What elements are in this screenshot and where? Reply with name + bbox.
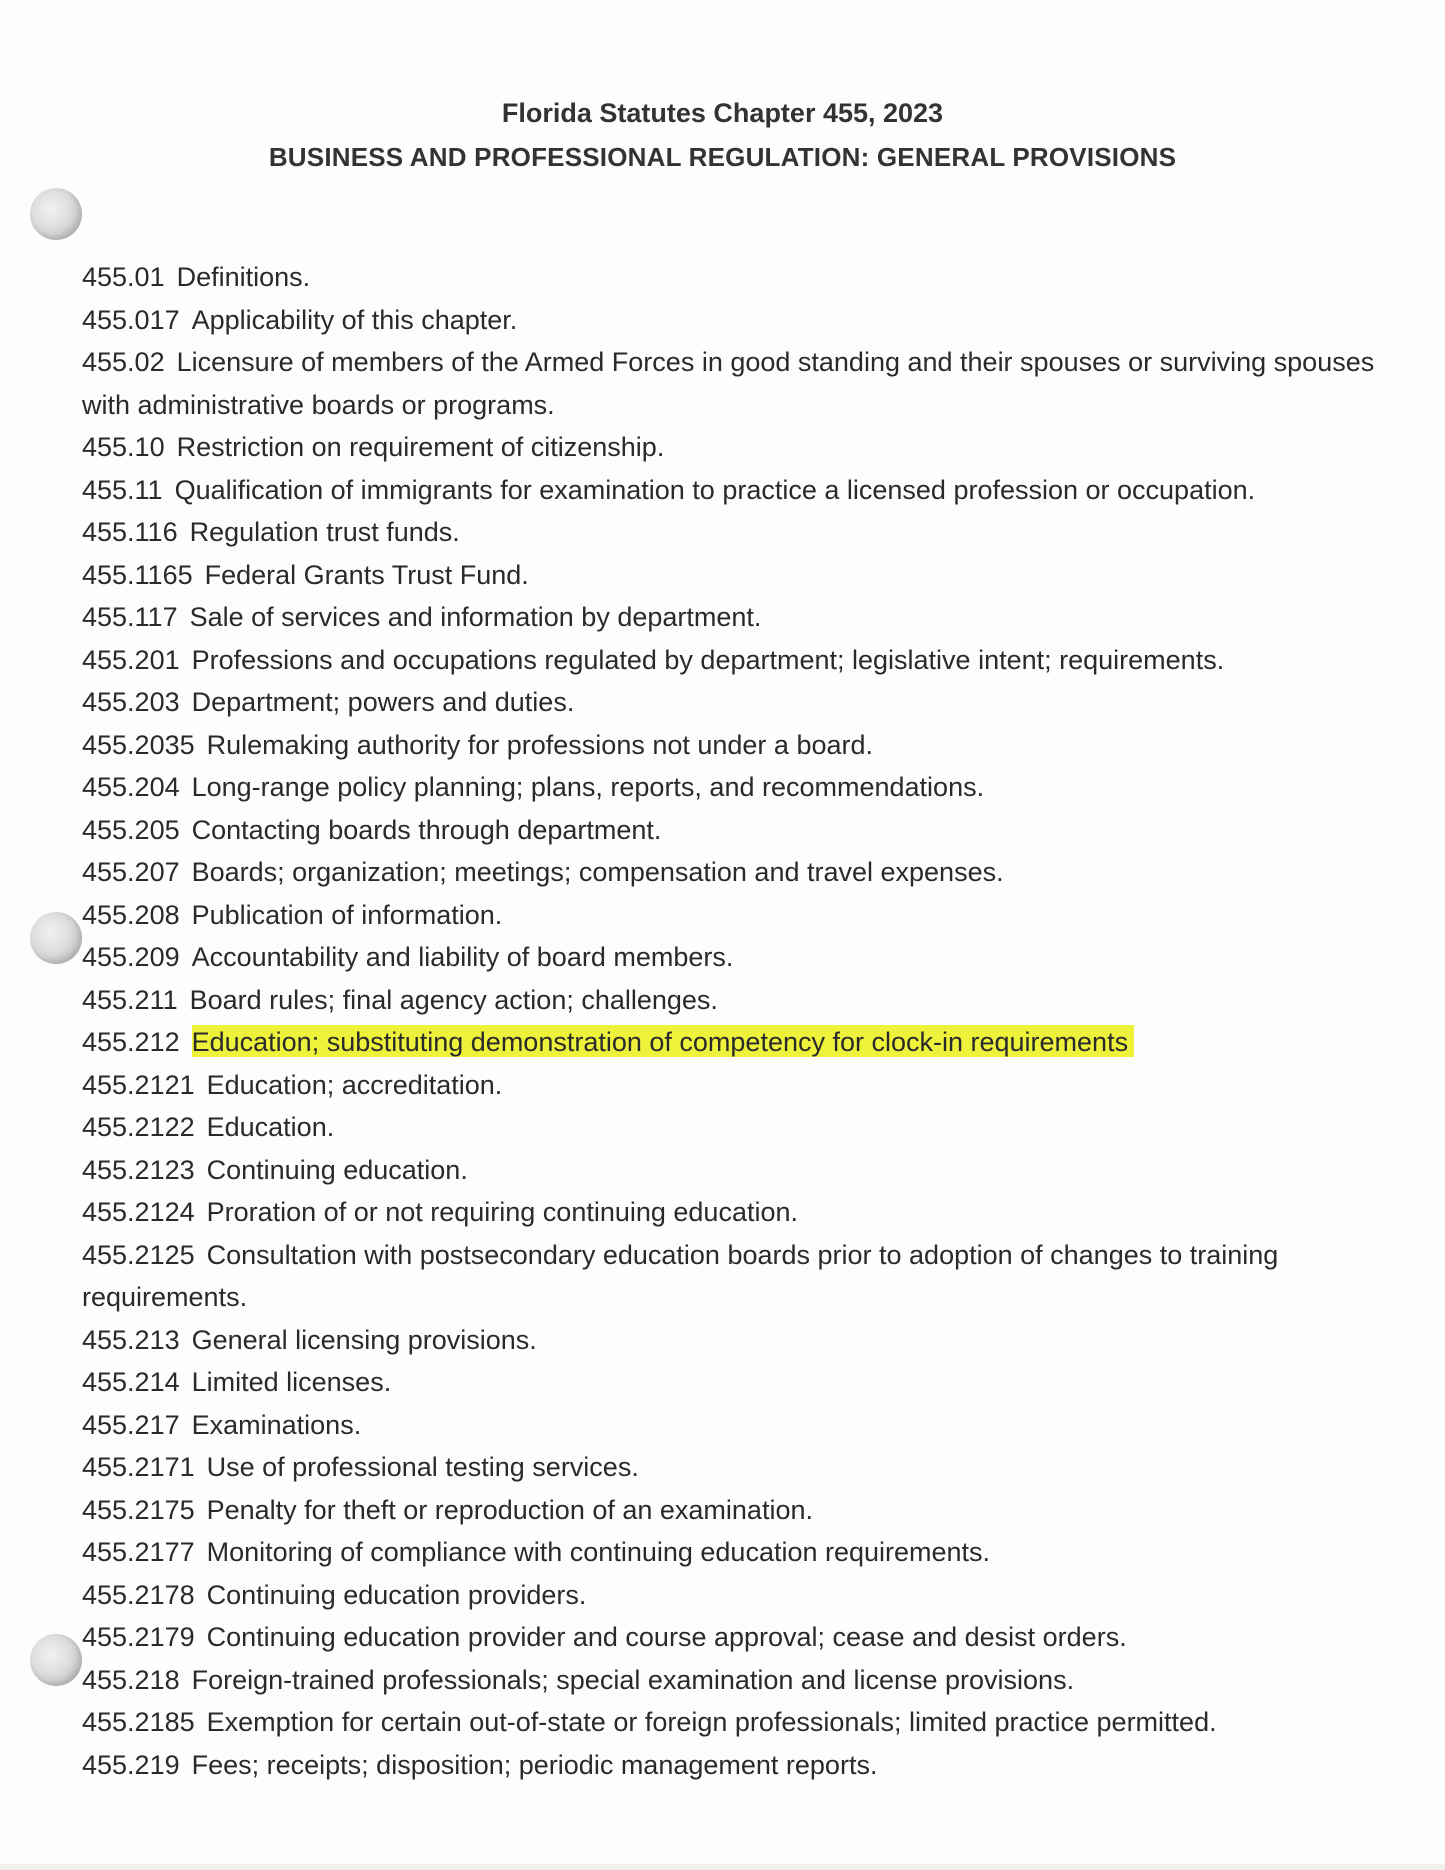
section-number: 455.017 [82, 304, 180, 335]
section-title: Continuing education providers. [206, 1579, 587, 1610]
section-number: 455.2185 [82, 1707, 195, 1737]
toc-entry [82, 256, 1382, 299]
section-number: 455.2123 [82, 1154, 195, 1185]
toc-entry [82, 1149, 1382, 1192]
toc-entry [82, 1064, 1382, 1107]
section-number: 455.10 [82, 432, 165, 462]
section-title: Publication of information. [191, 899, 503, 930]
section-title: Education; accreditation. [206, 1069, 503, 1100]
toc-entry [82, 341, 1382, 426]
toc-entry [82, 1659, 1382, 1702]
section-title: General licensing provisions. [191, 1324, 537, 1355]
section-number: 455.207 [82, 857, 180, 887]
punch-hole [30, 912, 82, 964]
section-title: Boards; organization; meetings; compensation and travel expenses. [191, 857, 1004, 887]
section-number: 455.203 [82, 687, 180, 717]
toc-entry [82, 639, 1382, 682]
section-title: Continuing education provider and course approval; cease and desist orders. [206, 1622, 1127, 1652]
document-subtitle: BUSINESS AND PROFESSIONAL REGULATION: GENERAL PROVISIONS [268, 142, 1177, 172]
toc-entry [82, 1574, 1382, 1617]
section-title: Contacting boards through department. [191, 814, 662, 845]
section-title: Penalty for theft or reproduction of an examination. [206, 1494, 813, 1525]
section-title: Limited licenses. [191, 1367, 392, 1397]
toc-entry [82, 554, 1382, 597]
section-number: 455.208 [82, 899, 180, 930]
scan-edge [0, 1864, 1445, 1870]
section-title: Consultation with postsecondary education boards prior to adoption of changes to training requirements. [82, 1239, 1279, 1312]
toc-entry [82, 1319, 1382, 1362]
section-number: 455.214 [82, 1367, 180, 1397]
section-title: Licensure of members of the Armed Forces in good standing and their spouses or surviving spouses with administrative boards or programs. [82, 347, 1375, 420]
section-number: 455.209 [82, 942, 180, 972]
toc-entry [82, 1404, 1382, 1447]
highlighted-section-title: Education; substituting demonstration of competency for clock-in requirements [192, 1025, 1134, 1057]
section-number: 455.2171 [82, 1452, 195, 1482]
section-number: 455.2121 [82, 1069, 195, 1100]
section-number: 455.2177 [82, 1537, 195, 1567]
section-number: 455.217 [82, 1409, 180, 1440]
section-title: Use of professional testing services. [206, 1452, 639, 1482]
section-number: 455.218 [82, 1664, 180, 1695]
section-number: 455.116 [82, 517, 178, 547]
section-number: 455.211 [82, 984, 178, 1015]
section-title: Accountability and liability of board members. [191, 942, 734, 972]
section-title: Education. [206, 1112, 335, 1142]
section-number: 455.2124 [82, 1197, 195, 1227]
toc-entry [82, 681, 1382, 724]
section-title: Proration of or not requiring continuing education. [206, 1197, 799, 1227]
toc-entry [82, 1234, 1382, 1319]
section-title: Definitions. [176, 262, 311, 292]
toc-entry-highlighted [82, 1021, 1382, 1064]
toc-entry [82, 894, 1382, 937]
toc-entry [82, 596, 1382, 639]
document-title: Florida Statutes Chapter 455, 2023 [501, 98, 944, 128]
section-title: Long-range policy planning; plans, reports, and recommendations. [191, 772, 985, 802]
section-title: Fees; receipts; disposition; periodic management reports. [191, 1749, 878, 1780]
section-title: Continuing education. [206, 1154, 468, 1185]
section-number: 455.204 [82, 772, 180, 802]
table-of-contents [82, 256, 1382, 1786]
section-title: Federal Grants Trust Fund. [204, 559, 529, 590]
toc-entry [82, 426, 1382, 469]
section-title: Restriction on requirement of citizenship. [176, 432, 665, 462]
section-number: 455.11 [82, 474, 163, 505]
toc-entry [82, 766, 1382, 809]
section-title: Regulation trust funds. [189, 517, 460, 547]
section-title: Exemption for certain out-of-state or foreign professionals; limited practice permitted. [206, 1707, 1217, 1737]
toc-entry [82, 724, 1382, 767]
toc-entry [82, 1531, 1382, 1574]
section-title: Professions and occupations regulated by department; legislative intent; requirements. [191, 644, 1225, 675]
section-title: Examinations. [191, 1409, 362, 1440]
section-title: Board rules; final agency action; challenges. [189, 984, 718, 1015]
toc-entry [82, 511, 1382, 554]
toc-entry [82, 936, 1382, 979]
section-number: 455.212 [82, 1027, 180, 1057]
section-number: 455.1165 [82, 559, 193, 590]
section-title: Department; powers and duties. [191, 687, 575, 717]
section-title: Monitoring of compliance with continuing education requirements. [206, 1537, 991, 1567]
section-title: Sale of services and information by department. [189, 602, 762, 632]
toc-entry [82, 1616, 1382, 1659]
section-number: 455.2125 [82, 1239, 195, 1270]
toc-entry [82, 1701, 1382, 1744]
section-number: 455.02 [82, 347, 165, 377]
section-title: Qualification of immigrants for examination to practice a licensed profession or occupation. [174, 474, 1256, 505]
toc-entry [82, 979, 1382, 1022]
section-number: 455.01 [82, 262, 165, 292]
toc-entry [82, 1106, 1382, 1149]
section-number: 455.205 [82, 814, 180, 845]
section-number: 455.2035 [82, 729, 195, 760]
section-title: Foreign-trained professionals; special examination and license provisions. [191, 1664, 1075, 1695]
toc-entry [82, 299, 1382, 342]
toc-entry [82, 1744, 1382, 1787]
punch-hole [30, 188, 82, 240]
toc-entry [82, 469, 1382, 512]
section-number: 455.219 [82, 1749, 180, 1780]
section-number: 455.201 [82, 644, 180, 675]
section-number: 455.2179 [82, 1622, 195, 1652]
section-number: 455.2175 [82, 1494, 195, 1525]
section-number: 455.2122 [82, 1112, 195, 1142]
section-title: Rulemaking authority for professions not under a board. [206, 729, 874, 760]
toc-entry [82, 1191, 1382, 1234]
toc-entry [82, 851, 1382, 894]
section-number: 455.2178 [82, 1579, 195, 1610]
toc-entry [82, 1446, 1382, 1489]
section-title: Applicability of this chapter. [191, 304, 518, 335]
toc-entry [82, 1361, 1382, 1404]
toc-entry [82, 809, 1382, 852]
toc-entry [82, 1489, 1382, 1532]
section-number: 455.213 [82, 1324, 180, 1355]
section-number: 455.117 [82, 602, 178, 632]
punch-hole [30, 1634, 82, 1686]
